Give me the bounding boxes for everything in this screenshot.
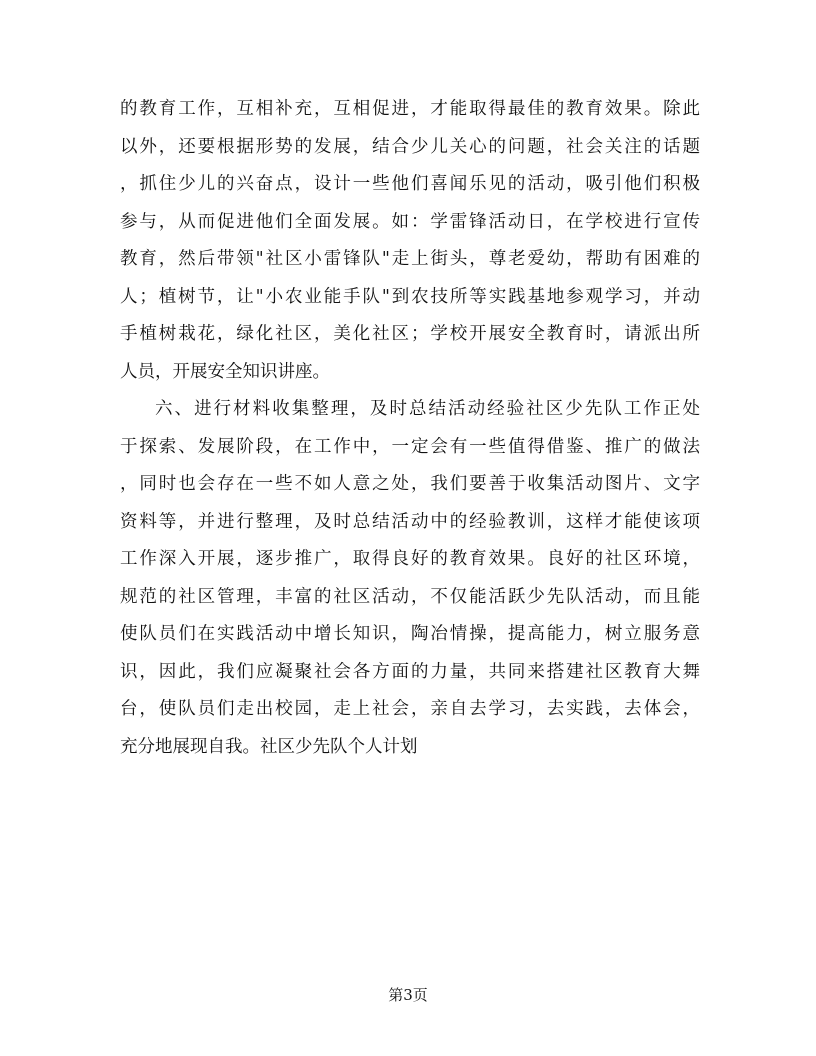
text-line: 手植树栽花，绿化社区，美化社区；学校开展安全教育时，请派出所 (120, 324, 700, 344)
text-line: 参与，从而促进他们全面发展。如：学雷锋活动日，在学校进行宣传 (120, 211, 700, 232)
text-line: 使队员们在实践活动中增长知识，陶冶情操，提高能力，树立服务意 (120, 624, 700, 644)
text-line-indented: 六、进行材料收集整理，及时总结活动经验社区少先队工作正处 (155, 399, 700, 419)
text-line: 于探索、发展阶段，在工作中，一定会有一些值得借鉴、推广的做法 (120, 436, 700, 457)
text-line: 教育，然后带领"社区小雷锋队"走上街头，尊老爱幼，帮助有困难的 (120, 249, 700, 269)
text-line: ，抓住少儿的兴奋点，设计一些他们喜闻乐见的活动，吸引他们积极 (120, 174, 700, 194)
body-text (120, 91, 700, 766)
text-line: 台，使队员们走出校园，走上社会，亲自去学习，去实践，去体会， (120, 699, 700, 719)
text-line: 人员，开展安全知识讲座。 (120, 361, 330, 382)
paragraph-2 (120, 391, 700, 766)
paragraph-1 (120, 91, 700, 391)
text-line: 人；植树节，让"小农业能手队"到农技所等实践基地参观学习，并动 (120, 286, 700, 307)
text-line: 充分地展现自我。社区少先队个人计划 (120, 736, 418, 757)
page-number: 第3页 (388, 986, 428, 1004)
text-line: ，同时也会存在一些不如人意之处，我们要善于收集活动图片、文字 (120, 474, 700, 494)
text-line: 以外，还要根据形势的发展，结合少儿关心的问题，社会关注的话题 (120, 136, 700, 157)
text-line: 工作深入开展，逐步推广，取得良好的教育效果。良好的社区环境， (120, 549, 700, 569)
text-line: 资料等，并进行整理，及时总结活动中的经验教训，这样才能使该项 (120, 511, 700, 532)
text-line: 识，因此，我们应凝聚社会各方面的力量，共同来搭建社区教育大舞 (120, 661, 700, 682)
text-line: 的教育工作，互相补充，互相促进，才能取得最佳的教育效果。除此 (120, 99, 700, 119)
text-line: 规范的社区管理，丰富的社区活动，不仅能活跃少先队活动，而且能 (120, 586, 700, 607)
